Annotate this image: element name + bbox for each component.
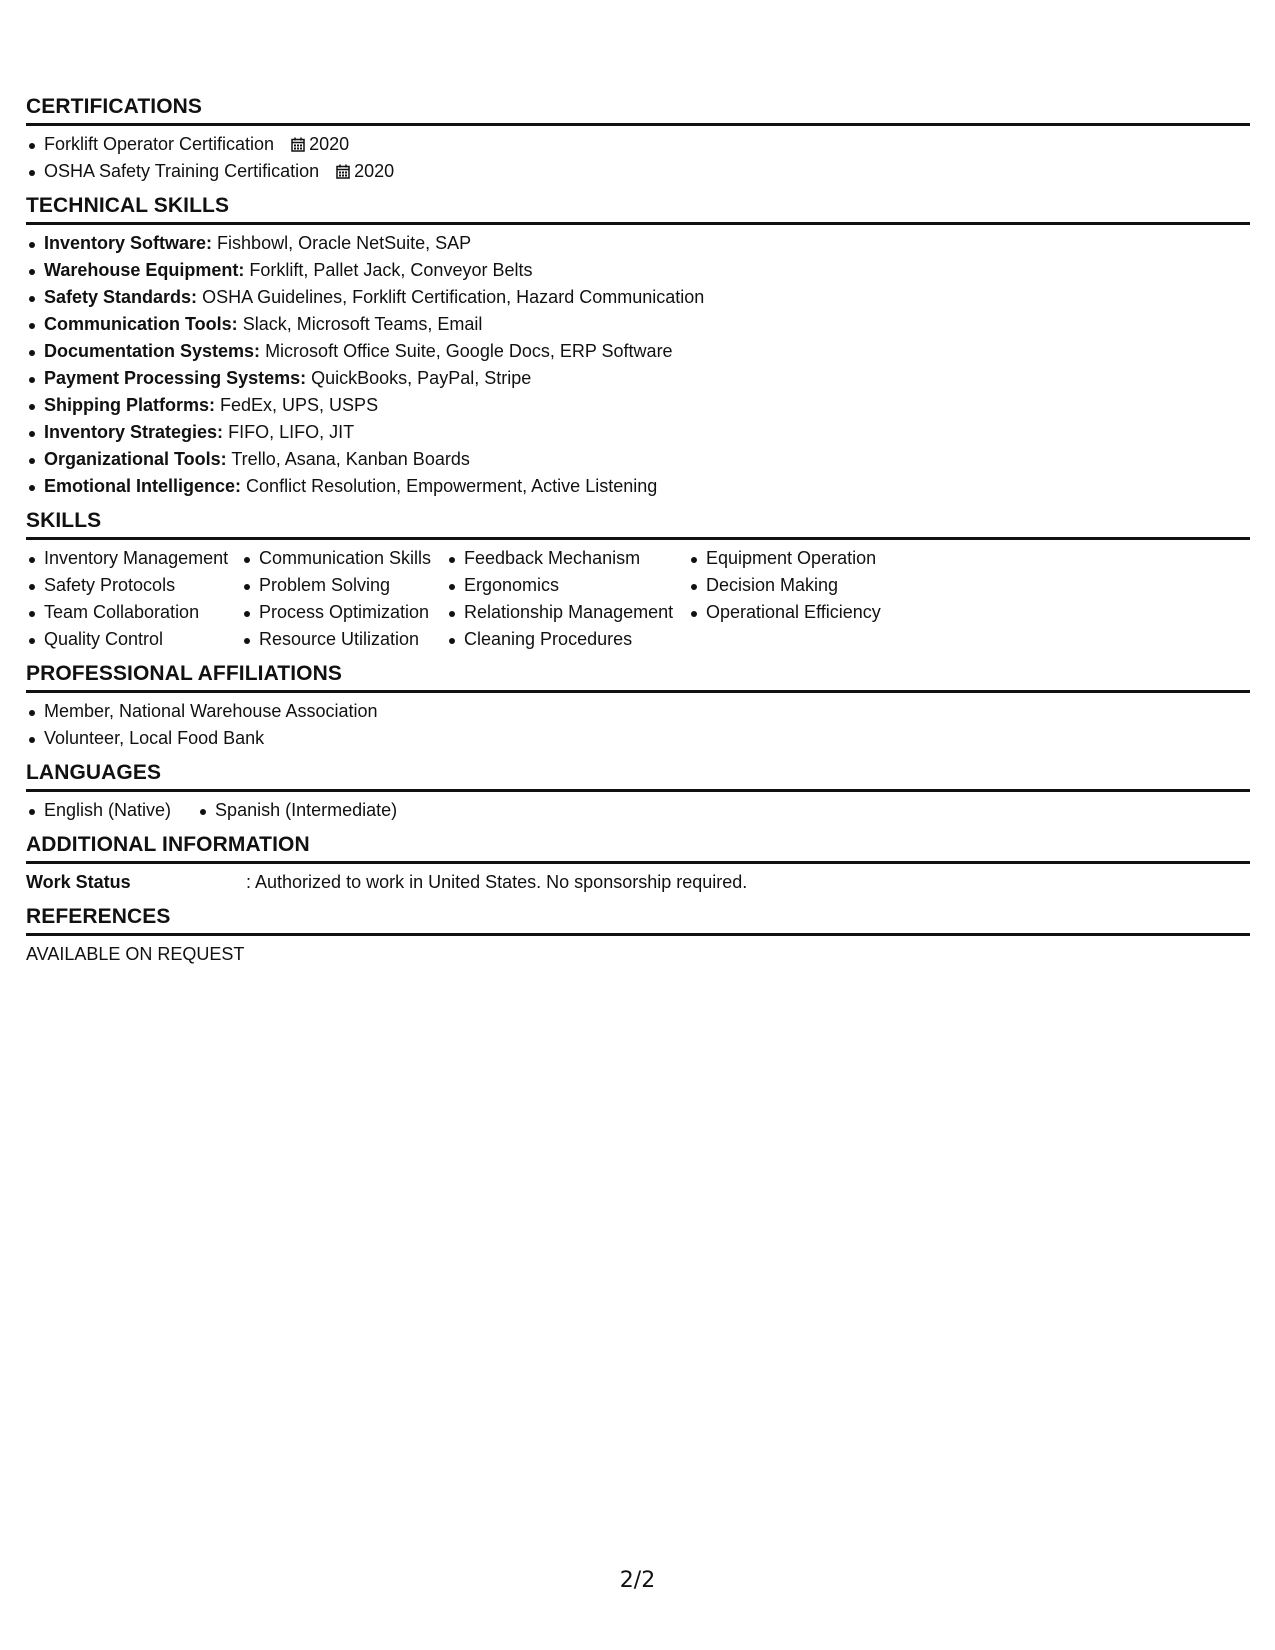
list-item (26, 131, 1250, 158)
skill-category-value: Forklift, Pallet Jack, Conveyor Belts (249, 260, 533, 280)
list-item: Feedback Mechanism (446, 545, 688, 572)
list-item (26, 257, 1250, 284)
skill-category-label: Emotional Intelligence: (44, 476, 242, 496)
skills-column (241, 545, 446, 653)
skill-category-value: Fishbowl, Oracle NetSuite, SAP (217, 233, 472, 253)
section-title-certifications: CERTIFICATIONS (26, 94, 1250, 126)
certification-year: 2020 (354, 161, 395, 181)
list-item: Equipment Operation (688, 545, 928, 572)
work-status-value: : Authorized to work in United States. No sponsorship required. (246, 872, 748, 892)
list-item: Communication Skills (241, 545, 446, 572)
affiliations-section (26, 661, 1250, 752)
list-item: Decision Making (688, 572, 928, 599)
section-title-additional-info: ADDITIONAL INFORMATION (26, 832, 1250, 864)
list-item: Operational Efficiency (688, 599, 928, 626)
list-item: Problem Solving (241, 572, 446, 599)
list-item (26, 230, 1250, 257)
list-item: Safety Protocols (26, 572, 241, 599)
technical-skills-section (26, 193, 1250, 500)
skill-category-value: Microsoft Office Suite, Google Docs, ERP Software (265, 341, 673, 361)
skill-category-label: Shipping Platforms: (44, 395, 215, 415)
list-item: Spanish (Intermediate) (197, 797, 397, 824)
skill-category-label: Warehouse Equipment: (44, 260, 245, 280)
skills-grid (26, 545, 1250, 653)
list-item: Inventory Management (26, 545, 241, 572)
additional-info-section (26, 832, 1250, 896)
list-item: Process Optimization (241, 599, 446, 626)
skill-category-label: Documentation Systems: (44, 341, 261, 361)
skill-category-value: Conflict Resolution, Empowerment, Active Listening (246, 476, 658, 496)
skill-category-label: Communication Tools: (44, 314, 238, 334)
list-item: Relationship Management (446, 599, 688, 626)
skills-section (26, 508, 1250, 653)
list-item (26, 311, 1250, 338)
languages-section (26, 760, 1250, 824)
list-item (26, 473, 1250, 500)
list-item (26, 446, 1250, 473)
list-item (26, 419, 1250, 446)
certification-name: OSHA Safety Training Certification (44, 161, 320, 181)
languages-list (26, 797, 1250, 824)
section-title-languages: LANGUAGES (26, 760, 1250, 792)
list-item: Cleaning Procedures (446, 626, 688, 653)
skills-column (688, 545, 928, 653)
list-item: English (Native) (26, 797, 171, 824)
list-item (26, 338, 1250, 365)
certifications-section (26, 94, 1250, 185)
skill-category-label: Inventory Software: (44, 233, 213, 253)
section-title-technical-skills: TECHNICAL SKILLS (26, 193, 1250, 225)
skill-category-label: Organizational Tools: (44, 449, 227, 469)
list-item (26, 158, 1250, 185)
list-item (26, 365, 1250, 392)
work-status-label: Work Status (26, 872, 131, 892)
page-number: 2/2 (619, 1568, 656, 1593)
calendar-icon (291, 137, 305, 152)
list-item: Volunteer, Local Food Bank (26, 725, 1250, 752)
section-title-affiliations: PROFESSIONAL AFFILIATIONS (26, 661, 1250, 693)
skill-category-label: Inventory Strategies: (44, 422, 224, 442)
section-title-references: REFERENCES (26, 904, 1250, 936)
references-text: AVAILABLE ON REQUEST (26, 944, 245, 964)
list-item: Team Collaboration (26, 599, 241, 626)
list-item (26, 392, 1250, 419)
skill-category-value: OSHA Guidelines, Forklift Certification, Hazard Communication (202, 287, 705, 307)
certifications-list (26, 131, 1250, 185)
list-item: Resource Utilization (241, 626, 446, 653)
skill-category-value: FedEx, UPS, USPS (220, 395, 379, 415)
resume-page (26, 94, 1250, 968)
certification-year: 2020 (309, 134, 350, 154)
list-item: Quality Control (26, 626, 241, 653)
technical-skills-list (26, 230, 1250, 500)
references-section (26, 904, 1250, 968)
affiliations-list (26, 698, 1250, 752)
list-item (26, 284, 1250, 311)
skill-category-value: QuickBooks, PayPal, Stripe (311, 368, 532, 388)
skill-category-value: FIFO, LIFO, JIT (228, 422, 355, 442)
skills-column (26, 545, 241, 653)
section-title-skills: SKILLS (26, 508, 1250, 540)
calendar-icon (336, 164, 350, 179)
skill-category-label: Safety Standards: (44, 287, 198, 307)
work-status-row (26, 869, 1250, 896)
skill-category-label: Payment Processing Systems: (44, 368, 307, 388)
list-item: Ergonomics (446, 572, 688, 599)
certification-name: Forklift Operator Certification (44, 134, 275, 154)
skill-category-value: Trello, Asana, Kanban Boards (231, 449, 470, 469)
list-item: Member, National Warehouse Association (26, 698, 1250, 725)
skills-column (446, 545, 688, 653)
skill-category-value: Slack, Microsoft Teams, Email (242, 314, 483, 334)
